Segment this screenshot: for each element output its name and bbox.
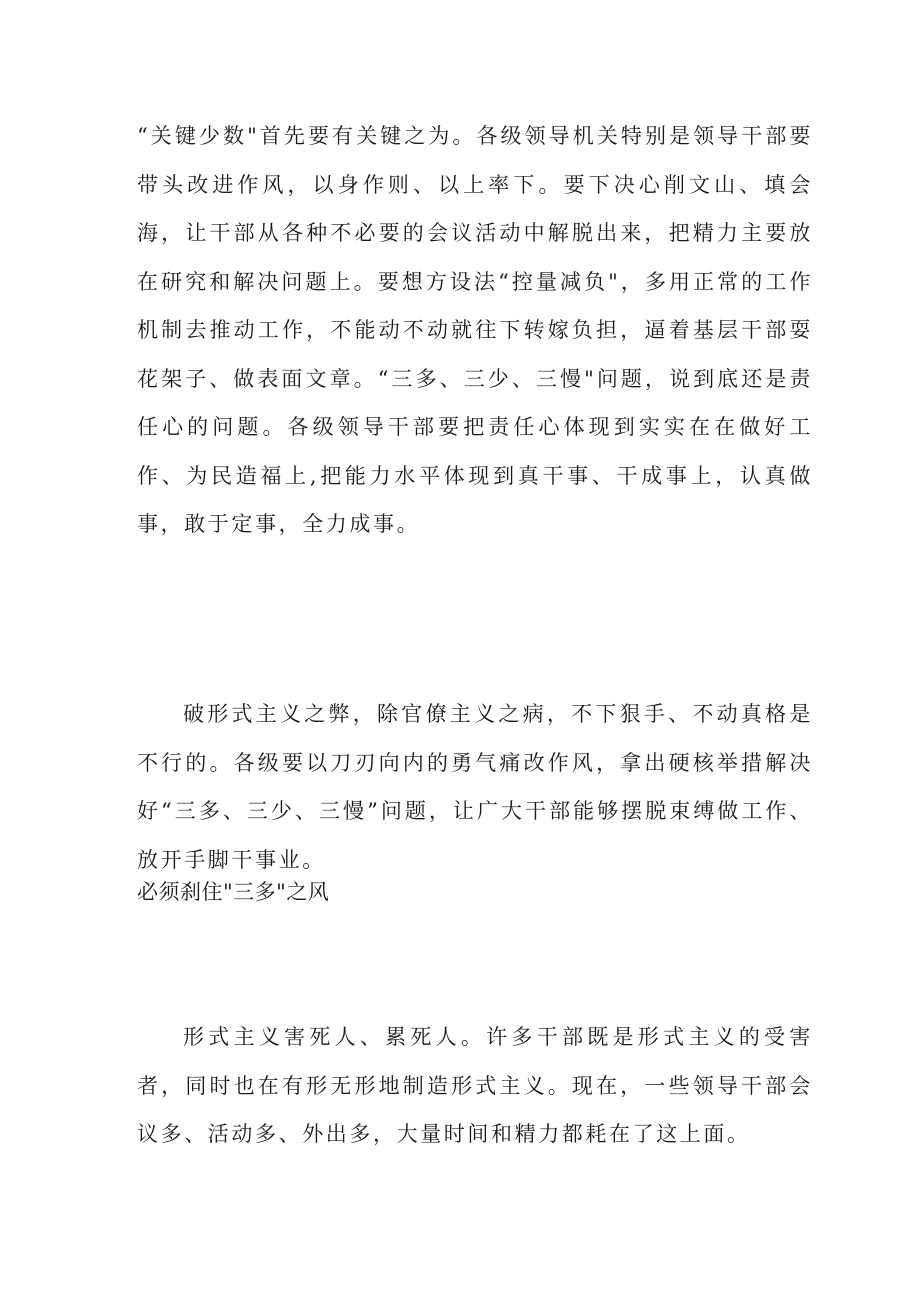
- paragraph-break-formalism: 破形式主义之弊，除官僚主义之病，不下狠手、不动真格是不行的。各级要以刀刃向内的勇气痛改作风，拿出硬核举措解决好“三多、三少、三慢”问题，让广大干部能够摆脱束缚做工作、放开手脚干事业。: [137, 702, 813, 872]
- paragraph-formalism-harm: 形式主义害死人、累死人。许多干部既是形式主义的受害者，同时也在有形无形地制造形式主义。现在，一些领导干部会议多、活动多、外出多，大量时间和精力都耗在了这上面。: [137, 1025, 813, 1146]
- paragraph-key-minority: “关键少数"首先要有关键之为。各级领导机关特别是领导干部要带头改进作风，以身作则、以上率下。要下决心削文山、填会海，让干部从各种不必要的会议活动中解脱出来，把精力主要放在研究和解决问题上。要想方设法“控量减负"，多用正常的工作机制去推动工作，不能动不动就往下转嫁负担，逼着基层干部耍花架子、做表面文章。“三多、三少、三慢"问题，说到底还是责任心的问题。各级领导干部要把责任心体现到实实在在做好工作、为民造福上,把能力水平体现到真干事、干成事上，认真做事，敢于定事，全力成事。: [137, 124, 813, 536]
- section-heading: 必须刹住"三多"之风: [137, 880, 330, 904]
